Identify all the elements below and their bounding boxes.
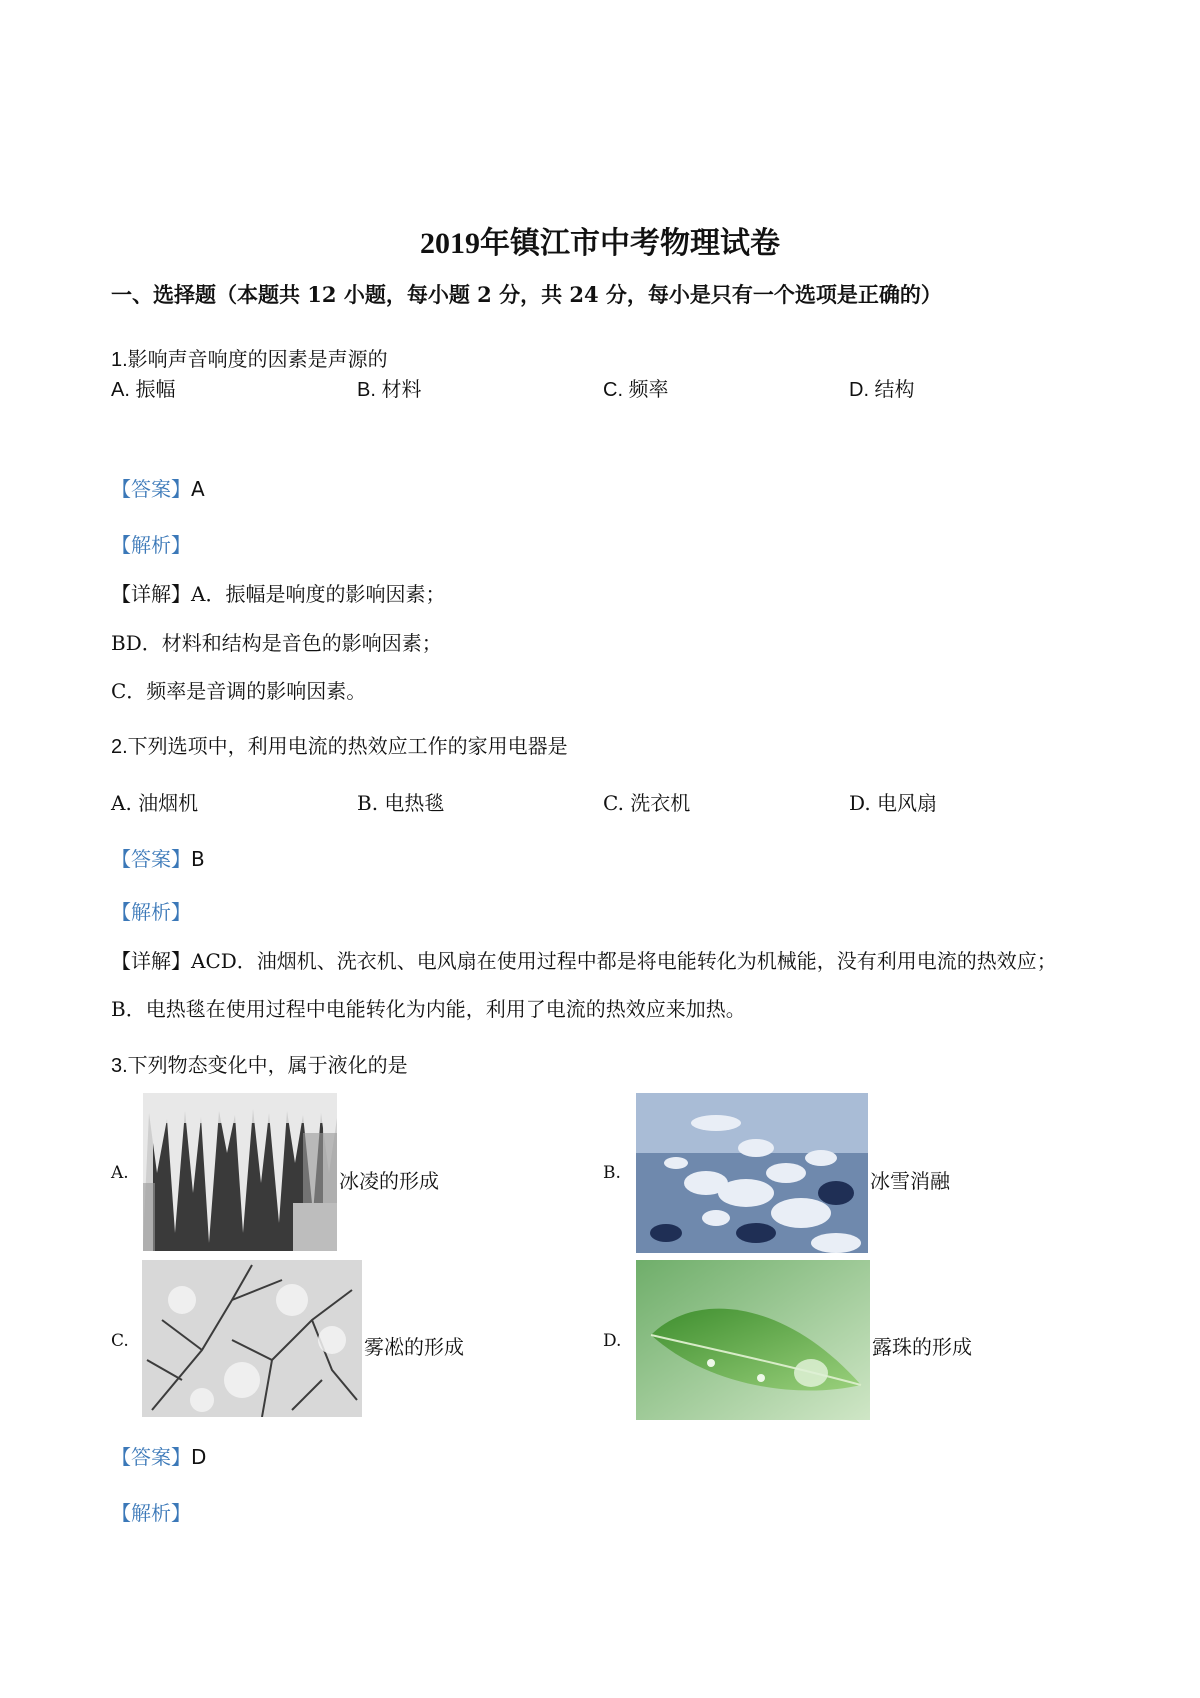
- answer-label: 【答案】: [111, 1445, 191, 1469]
- q2-analysis-label: [111, 896, 191, 925]
- answer-value: A: [191, 477, 205, 501]
- q1-answer: [111, 473, 205, 502]
- q3-option-a-caption: 冰凌的形成: [339, 1169, 439, 1193]
- answer-label: 【答案】: [111, 477, 191, 501]
- question-1-stem: 1.影响声音响度的因素是声源的: [111, 349, 388, 371]
- q3-option-d-caption: 露珠的形成: [872, 1335, 972, 1359]
- answer-value: B: [191, 847, 205, 871]
- q3-option-b-caption: 冰雪消融: [870, 1169, 950, 1193]
- answer-label: 【答案】: [111, 847, 191, 871]
- q3-answer: [111, 1441, 206, 1470]
- q3-option-c-letter[interactable]: C.: [111, 1331, 129, 1351]
- detail-label: 【详解】: [111, 949, 191, 973]
- q3-analysis-label: [111, 1497, 191, 1526]
- icicles-image: [143, 1093, 337, 1251]
- q2-option-d[interactable]: D. 电风扇: [849, 791, 938, 815]
- detail-label: 【详解】: [111, 582, 191, 606]
- q2-option-c[interactable]: C. 洗衣机: [603, 791, 691, 815]
- q2-detail-2: B．电热毯在使用过程中电能转化为内能，利用了电流的热效应来加热。: [111, 997, 746, 1021]
- detail-text: A．振幅是响度的影响因素；: [191, 582, 446, 606]
- question-3-stem: 3.下列物态变化中，属于液化的是: [111, 1055, 408, 1077]
- section-heading: 一、选择题（本题共 12 小题，每小题 2 分，共 24 分，每小是只有一个选项是正确的）: [111, 282, 942, 307]
- q1-option-b[interactable]: B. 材料: [357, 379, 422, 401]
- q1-detail-2: BD．材料和结构是音色的影响因素；: [111, 631, 442, 655]
- analysis-label: 【解析】: [111, 900, 191, 924]
- q2-detail-1: [111, 945, 1057, 974]
- q3-option-a-letter[interactable]: A.: [111, 1163, 129, 1183]
- analysis-label: 【解析】: [111, 533, 191, 557]
- q1-detail-3: C．频率是音调的影响因素。: [111, 679, 367, 703]
- analysis-label: 【解析】: [111, 1501, 191, 1525]
- page-title: 2019年镇江市中考物理试卷: [420, 227, 780, 260]
- q1-option-d[interactable]: D. 结构: [849, 379, 915, 401]
- q2-answer: [111, 843, 205, 872]
- q1-analysis-label: [111, 529, 191, 558]
- q1-option-a[interactable]: A. 振幅: [111, 379, 176, 401]
- rime-frost-image: [142, 1260, 362, 1417]
- q2-option-a[interactable]: A. 油烟机: [111, 791, 199, 815]
- question-2-stem: 2.下列选项中，利用电流的热效应工作的家用电器是: [111, 736, 568, 758]
- q3-option-b-letter[interactable]: B.: [603, 1163, 621, 1183]
- q3-option-c-caption: 雾凇的形成: [364, 1335, 464, 1359]
- answer-value: D: [191, 1445, 207, 1469]
- q3-option-d-letter[interactable]: D.: [603, 1331, 622, 1351]
- dew-leaf-image: [636, 1260, 870, 1420]
- detail-text: ACD．油烟机、洗衣机、电风扇在使用过程中都是将电能转化为机械能，没有利用电流的热效应；: [191, 949, 1057, 973]
- q1-detail-1: [111, 578, 445, 607]
- q2-option-b[interactable]: B. 电热毯: [357, 791, 445, 815]
- melting-snow-image: [636, 1093, 868, 1253]
- q1-option-c[interactable]: C. 频率: [603, 379, 669, 401]
